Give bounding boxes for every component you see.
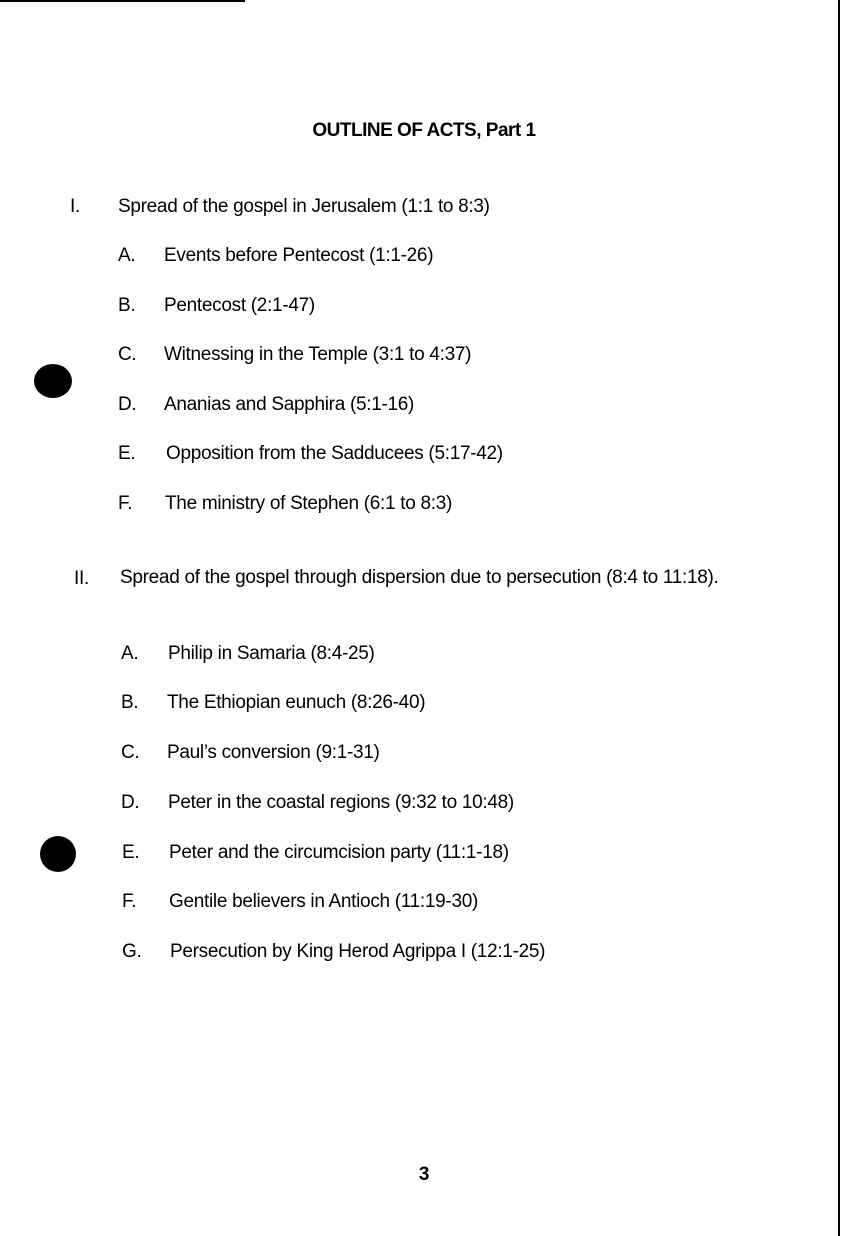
item-letter: G. <box>122 941 142 962</box>
section-heading: Spread of the gospel through dispersion due to persecution (8:4 to 11:18). <box>120 567 719 588</box>
punch-hole-upper <box>34 364 72 398</box>
section-numeral: I. <box>70 196 80 217</box>
item-letter: B. <box>121 692 139 713</box>
item-letter: C. <box>118 344 137 365</box>
item-text: Opposition from the Sadducees (5:17-42) <box>166 443 503 464</box>
item-text: Witnessing in the Temple (3:1 to 4:37) <box>164 344 472 365</box>
item-text: Peter in the coastal regions (9:32 to 10:48) <box>168 792 514 813</box>
item-text: Paul’s conversion (9:1-31) <box>167 742 380 763</box>
page-number: 3 <box>418 1164 430 1185</box>
section-heading: Spread of the gospel in Jerusalem (1:1 to 8:3) <box>118 196 490 217</box>
item-text: The Ethiopian eunuch (8:26-40) <box>167 692 426 713</box>
right-edge-line <box>838 0 840 1236</box>
item-text: Persecution by King Herod Agrippa I (12:1-25) <box>170 941 546 962</box>
item-letter: F. <box>118 493 133 514</box>
item-text: Philip in Samaria (8:4-25) <box>168 643 375 664</box>
item-letter: E. <box>122 842 140 863</box>
item-text: Peter and the circumcision party (11:1-18) <box>169 842 509 863</box>
item-letter: A. <box>121 643 139 664</box>
item-letter: F. <box>122 891 137 912</box>
page-title: OUTLINE OF ACTS, Part 1 <box>312 120 536 141</box>
item-letter: D. <box>118 394 137 415</box>
item-text: Ananias and Sapphira (5:1-16) <box>164 394 415 415</box>
item-letter: D. <box>121 792 140 813</box>
section-numeral: II. <box>74 568 89 589</box>
item-text: The ministry of Stephen (6:1 to 8:3) <box>165 493 453 514</box>
punch-hole-lower <box>40 836 76 872</box>
item-letter: A. <box>118 245 136 266</box>
top-edge-line <box>0 0 245 2</box>
item-letter: B. <box>118 295 136 316</box>
item-text: Events before Pentecost (1:1-26) <box>164 245 434 266</box>
item-text: Pentecost (2:1-47) <box>164 295 315 316</box>
item-text: Gentile believers in Antioch (11:19-30) <box>169 891 479 912</box>
item-letter: E. <box>118 443 136 464</box>
item-letter: C. <box>121 742 140 763</box>
